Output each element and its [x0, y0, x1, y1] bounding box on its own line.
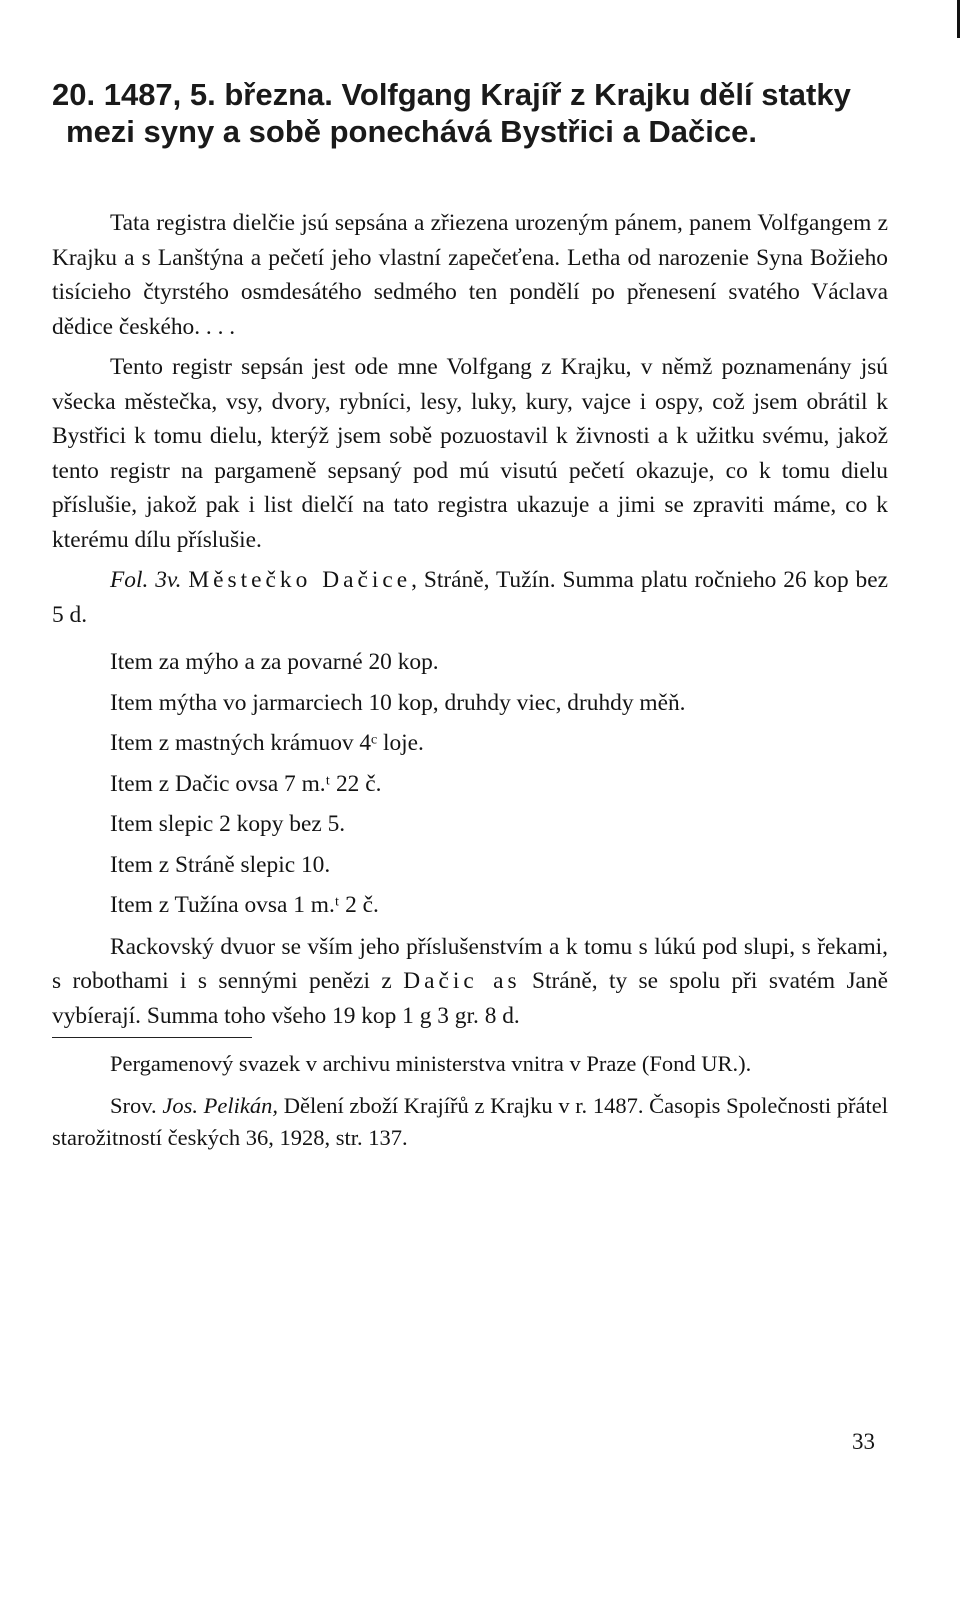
paragraph-register: Tento registr sepsán jest ode mne Volfgang z Krajku, v němž poznamenány jsú všecka městečka, vsy, dvory, rybníci, lesy, luky, kury, vajce i ospy, což jsem obrátil k Bystřici k tomu dielu, kterýž jsem sobě pozuostavil k živnosti a k užitku svému, jakož tento registr na pargameně sepsaný pod mú visutú pečetí okazuje, co k tomu dielu příslušie, jakož pak i list dielčí na tato registra ukazuje a jimi se zpraviti máme, co k kterému dílu příslušie. [52, 354, 888, 553]
closing-part-2: Stráně, ty se spolu při svatém Janě vybíerají. Summa toho všeho 19 kop 1 g 3 gr. 8 d. [52, 968, 889, 1029]
folio-reference: Fol. 3v. [110, 567, 182, 593]
footnote-source: Pergamenový svazek v archivu ministerstva vnitra v Praze (Fond UR.). [110, 1051, 752, 1076]
heading-line-2: mezi syny a sobě ponechává Bystřici a Dačice. [66, 114, 757, 149]
heading-line-1: 20. 1487, 5. března. Volfgang Krajíř z Krajku dělí statky [52, 77, 851, 112]
list-item: Item z Stráně slepic 10. [110, 851, 331, 878]
charter-text [52, 206, 888, 632]
paragraph-intro: Tata registra dielčie jsú sepsána a zřiezena urozeným pánem, panem Volfgangem z Krajku a s Lanštýna a pečetí jeho vlastní zapečeťena. Letha od narozenie Syna Božieho tisícieho čtyrstého osmdesátého sedmého ten pondělí po přenesení svatého Václava dědice českého. . . . [52, 210, 888, 340]
closing-part-1: Rackovský dvuor se vším jeho příslušenstvím a k tomu s lúkú pod slupi, s řekami, s robothami i s sennými penězi z [52, 933, 888, 994]
folio-summary: , Stráně, Tužín. Summa platu ročnieho 26 kop bez 5 d. [52, 567, 889, 628]
place-name-dacic: Dačic as [403, 968, 521, 994]
list-item: Item mýtha vo jarmarciech 10 kop, druhdy viec, druhdy měň. [110, 689, 686, 716]
list-item: Item z mastných krámuov 4ᶜ loje. [110, 730, 424, 756]
footnote-reference [52, 1090, 888, 1154]
list-item: Item z Tužína ovsa 1 m.ᵗ 2 č. [110, 892, 379, 918]
document-heading [52, 76, 888, 150]
item-list [52, 642, 888, 926]
reference-author: Jos. Pelikán, [162, 1093, 279, 1118]
place-name-dacice: Městečko Dačice [188, 567, 412, 593]
footnote-divider [52, 1037, 252, 1038]
reference-prefix: Srov. [110, 1093, 163, 1118]
document-page [52, 76, 888, 1154]
page-number: 33 [852, 1429, 875, 1454]
list-item: Item za mýho a za povarné 20 kop. [110, 649, 439, 675]
paragraph-folio [52, 563, 888, 632]
reference-text: Dělení zboží Krajířů z Krajku v r. 1487. Časopis Společnosti přátel starožitností českých 36, 1928, str. 137. [52, 1093, 888, 1150]
paragraph-closing [52, 930, 888, 1034]
list-item: Item slepic 2 kopy bez 5. [110, 811, 346, 837]
list-item: Item z Dačic ovsa 7 m.ᵗ 22 č. [110, 770, 382, 797]
